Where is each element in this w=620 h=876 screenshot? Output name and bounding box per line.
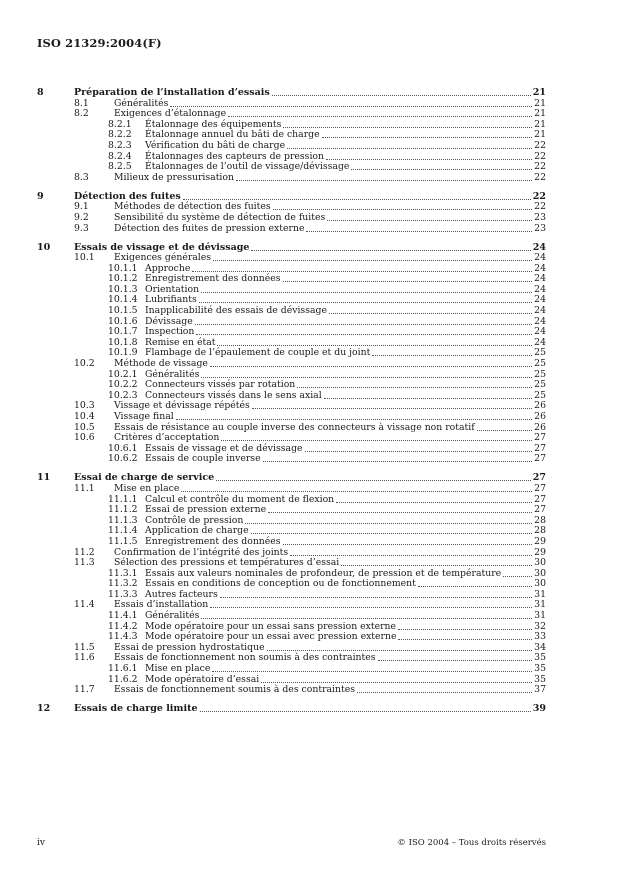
toc-entry-9-3[interactable] (37, 224, 546, 235)
toc-entry-title: Essais de vissage et de dévissage (145, 442, 303, 454)
dot-leader (272, 95, 531, 96)
toc-entry-page: 27 (534, 504, 546, 516)
toc-entry-number: 10.2.2 (108, 379, 138, 391)
toc-entry-page: 26 (534, 411, 546, 422)
toc-entry-page: 22 (534, 150, 546, 162)
toc-entry-number: 12 (37, 703, 51, 715)
dot-leader (372, 355, 532, 356)
toc-entry-title: Flambage de l’épaulement de couple et du joint (145, 347, 371, 359)
dot-leader (251, 533, 532, 534)
toc-entry-page: 24 (534, 252, 546, 264)
dot-leader (200, 711, 531, 712)
dot-leader (212, 671, 532, 672)
toc-entry-number: 11.1.1 (108, 493, 138, 505)
toc-entry-page: 23 (534, 222, 546, 234)
toc-entry-title: Inapplicabilité des essais de dévissage (145, 305, 327, 317)
toc-entry-page: 31 (534, 610, 546, 622)
dot-leader (329, 313, 532, 314)
dot-leader (263, 461, 532, 462)
toc-entry-number: 11.1.5 (108, 535, 138, 547)
toc-entry-number: 11.2 (74, 546, 95, 558)
toc-entry-number: 10.2.1 (108, 368, 138, 380)
toc-entry-page: 24 (534, 315, 546, 327)
dot-leader (217, 345, 532, 346)
dot-leader (341, 565, 532, 566)
toc-entry-title: Orientation (145, 283, 200, 295)
toc-entry-page: 27 (532, 472, 546, 484)
dot-leader (336, 502, 532, 503)
toc-entry-number: 9.2 (74, 211, 89, 223)
toc-entry-title: Étalonnage annuel du bâti de charge (145, 129, 320, 141)
toc-entry-number: 8.2 (74, 108, 89, 120)
toc-entry-page: 27 (534, 432, 546, 444)
toc-entry-title: Étalonnages des capteurs de pression (145, 150, 325, 162)
toc-entry-title: Essais de couple inverse (145, 453, 261, 465)
toc-entry-page: 22 (534, 139, 546, 151)
toc-entry-page: 22 (534, 171, 546, 183)
toc-entry-title: Essai de pression hydrostatique (114, 641, 265, 653)
toc-entry-title: Essais de charge limite (74, 703, 198, 715)
toc-entry-title: Application de charge (145, 525, 249, 537)
dot-leader (261, 682, 532, 683)
toc-entry-number: 11.4.3 (108, 631, 138, 643)
toc-entry-title: Essais en conditions de conception ou de fonctionnement (145, 578, 416, 590)
toc-entry-number: 10.6.2 (108, 453, 138, 465)
toc-entry-page: 24 (534, 283, 546, 295)
toc-entry-number: 9.3 (74, 222, 89, 234)
toc-entry-number: 9 (37, 190, 44, 202)
toc-entry-page: 31 (534, 588, 546, 600)
toc-entry-number: 10.1.7 (108, 326, 138, 338)
toc-entry-number: 10.2.3 (108, 389, 138, 401)
dot-leader (283, 544, 532, 545)
toc-entry-8[interactable] (37, 88, 546, 99)
dot-leader (305, 451, 532, 452)
dot-leader (324, 398, 532, 399)
toc-entry-title: Essai de charge de service (74, 472, 215, 484)
dot-leader (297, 387, 532, 388)
toc-entry-page: 29 (534, 535, 546, 547)
toc-entry-page: 26 (534, 421, 546, 433)
toc-entry-title: Essais de fonctionnement soumis à des contraintes (114, 684, 356, 696)
toc-entry-title: Vissage et dévissage répétés (114, 400, 250, 412)
dot-leader (201, 618, 532, 619)
toc-entry-number: 10.1 (74, 252, 95, 264)
toc-entry-title: Détection des fuites de pression externe (114, 222, 305, 234)
toc-entry-page: 31 (534, 599, 546, 611)
toc-entry-title: Essais de résistance au couple inverse des connecteurs à vissage non rotatif (114, 421, 475, 433)
toc-entry-page: 39 (532, 703, 546, 715)
toc-entry-title: Détection des fuites (74, 190, 181, 202)
toc-entry-number: 11.1.4 (108, 525, 138, 537)
toc-entry-number: 10.2 (74, 358, 95, 370)
toc-entry-title: Méthodes de détection des fuites (114, 201, 271, 213)
dot-leader (252, 408, 532, 409)
toc-entry-number: 10.4 (74, 411, 95, 422)
dot-leader (192, 271, 532, 272)
toc-entry-number: 10.3 (74, 400, 95, 412)
toc-entry-number: 11 (37, 472, 51, 484)
document-id: ISO 21329:2004(F) (37, 36, 162, 50)
toc-entry-title: Critères d’acceptation (114, 432, 220, 444)
toc-entry-number: 11.3.2 (108, 578, 138, 590)
toc-entry-number: 8.2.1 (108, 118, 132, 130)
dot-leader (220, 597, 532, 598)
toc-entry-page: 21 (532, 87, 546, 98)
toc-entry-title: Dévissage (145, 315, 193, 327)
dot-leader (418, 586, 532, 587)
toc-entry-title: Milieux de pressurisation (114, 171, 234, 183)
toc-entry-title: Méthode de vissage (114, 358, 208, 370)
toc-entry-page: 24 (534, 336, 546, 348)
toc-entry-title: Autres facteurs (145, 588, 218, 600)
toc-entry-page: 21 (534, 118, 546, 130)
toc-entry-title: Mode opératoire d’essai (145, 673, 260, 685)
toc-entry-title: Inspection (145, 326, 195, 338)
toc-entry-page: 37 (534, 684, 546, 696)
toc-entry-page: 24 (534, 305, 546, 317)
dot-leader (183, 199, 531, 200)
dot-leader (201, 292, 532, 293)
toc-entry-page: 27 (534, 453, 546, 465)
toc-entry-number: 10.5 (74, 421, 95, 433)
toc-entry-number: 11.5 (74, 641, 95, 653)
toc-entry-title: Généralités (114, 97, 169, 109)
toc-entry-title: Mise en place (145, 663, 211, 675)
dot-leader (216, 480, 531, 481)
toc-entry-title: Essai de pression externe (145, 504, 267, 516)
dot-leader (351, 169, 532, 170)
toc-entry-page: 25 (534, 379, 546, 391)
dot-leader (398, 639, 532, 640)
toc-entry-page: 24 (534, 273, 546, 285)
toc-entry-title: Vissage final (114, 411, 174, 422)
toc-entry-page: 24 (534, 326, 546, 338)
toc-entry-8-3[interactable] (37, 173, 546, 184)
toc-entry-title: Mode opératoire pour un essai avec pression externe (145, 631, 397, 643)
dot-leader (199, 302, 532, 303)
toc-entry-page: 33 (534, 631, 546, 643)
dot-leader (210, 607, 532, 608)
toc-entry-8-2-3[interactable] (37, 141, 546, 152)
toc-entry-page: 25 (534, 358, 546, 370)
toc-entry-number: 10.1.1 (108, 262, 138, 274)
toc-entry-number: 8.1 (74, 97, 89, 109)
toc-entry-page: 30 (534, 578, 546, 590)
toc-entry-title: Enregistrement des données (145, 273, 281, 285)
dot-leader (322, 137, 532, 138)
toc-entry-number: 11.6 (74, 652, 95, 664)
dot-leader (287, 148, 532, 149)
toc-entry-title: Essais de vissage et de dévissage (74, 241, 250, 253)
dot-leader (196, 334, 532, 335)
toc-entry-number: 11.4 (74, 599, 95, 611)
toc-entry-page: 28 (534, 525, 546, 537)
dot-leader (245, 523, 532, 524)
toc-entry-page: 28 (534, 514, 546, 526)
toc-entry-number: 10.6 (74, 432, 95, 444)
dot-leader (170, 106, 532, 107)
toc-entry-title: Essais aux valeurs nominales de profondeur, de pression et de température (145, 567, 502, 579)
copyright-notice: © ISO 2004 – Tous droits réservés (397, 838, 546, 848)
toc-entry-number: 8.2.3 (108, 139, 132, 151)
toc-entry-number: 11.1.3 (108, 514, 138, 526)
toc-entry-page: 26 (534, 400, 546, 412)
toc-entry-page: 27 (534, 442, 546, 454)
dot-leader (327, 220, 532, 221)
toc-entry-number: 10.1.9 (108, 347, 138, 359)
toc-entry-number: 11.1 (74, 482, 95, 494)
toc-entry-page: 24 (532, 241, 546, 253)
dot-leader (210, 366, 532, 367)
toc-entry-title: Essais d’installation (114, 599, 209, 611)
toc-entry-page: 25 (534, 368, 546, 380)
toc-entry-title: Exigences d’étalonnage (114, 108, 227, 120)
toc-entry-title: Sensibilité du système de détection de fuites (114, 211, 326, 223)
toc-entry-number: 10.1.4 (108, 294, 138, 306)
toc-entry-10-4[interactable] (37, 412, 546, 423)
toc-entry-title: Préparation de l’installation d’essais (74, 87, 270, 98)
toc-entry-number: 11.6.2 (108, 673, 138, 685)
toc-entry-title: Généralités (145, 610, 200, 622)
toc-entry-number: 10.1.8 (108, 336, 138, 348)
toc-entry-10-6-2[interactable] (37, 454, 546, 465)
toc-entry-page: 22 (534, 161, 546, 173)
toc-entry-number: 11.6.1 (108, 663, 138, 675)
toc-entry-page: 34 (534, 641, 546, 653)
toc-entry-11-1[interactable] (37, 484, 546, 495)
dot-leader (201, 377, 532, 378)
toc-entry-number: 8 (37, 87, 44, 98)
dot-leader (290, 555, 532, 556)
toc-entry-title: Étalonnages de l’outil de vissage/dévissage (145, 161, 350, 173)
toc-entry-number: 8.3 (74, 171, 89, 183)
toc-entry-9-2[interactable] (37, 213, 546, 224)
page-number: iv (37, 838, 45, 848)
dot-leader (195, 324, 532, 325)
toc-entry-title: Généralités (145, 368, 200, 380)
toc-entry-11-1-5[interactable] (37, 537, 546, 548)
toc-entry-title: Connecteurs vissés dans le sens axial (145, 389, 322, 401)
toc-entry-title: Confirmation de l’intégrité des joints (114, 546, 289, 558)
toc-entry-page: 35 (534, 663, 546, 675)
dot-leader (283, 281, 532, 282)
toc-entry-number: 11.3 (74, 557, 95, 569)
toc-entry-page: 35 (534, 652, 546, 664)
toc-entry-page: 27 (534, 482, 546, 494)
toc-entry-number: 10.6.1 (108, 442, 138, 454)
toc-entry-number: 10.1.6 (108, 315, 138, 327)
dot-leader (267, 650, 532, 651)
toc-entry-page: 25 (534, 347, 546, 359)
toc-entry-page: 30 (534, 567, 546, 579)
dot-leader (326, 159, 532, 160)
dot-leader (357, 692, 532, 693)
toc-entry-number: 11.3.1 (108, 567, 138, 579)
dot-leader (268, 512, 532, 513)
toc-entry-number: 8.2.4 (108, 150, 132, 162)
toc-entry-number: 11.3.3 (108, 588, 138, 600)
dot-leader (378, 660, 532, 661)
toc-entry-number: 10.1.5 (108, 305, 138, 317)
toc-entry-page: 23 (534, 211, 546, 223)
toc-entry-title: Mode opératoire pour un essai sans pression externe (145, 620, 397, 632)
toc-entry-page: 29 (534, 546, 546, 558)
toc-entry-page: 30 (534, 557, 546, 569)
toc-entry-title: Contrôle de pression (145, 514, 244, 526)
toc-entry-page: 21 (534, 129, 546, 141)
toc-entry-page: 25 (534, 389, 546, 401)
toc-entry-number: 10.1.3 (108, 283, 138, 295)
toc-entry-title: Connecteurs vissés par rotation (145, 379, 296, 391)
toc-entry-11-7[interactable] (37, 685, 546, 696)
dot-leader (181, 491, 532, 492)
toc-entry-title: Exigences générales (114, 252, 212, 264)
toc-entry-title: Lubrifiants (145, 294, 197, 306)
dot-leader (306, 231, 532, 232)
toc-entry-page: 22 (534, 201, 546, 213)
toc-entry-page: 27 (534, 493, 546, 505)
dot-leader (176, 419, 532, 420)
toc-entry-number: 8.2.5 (108, 161, 132, 173)
table-of-contents (37, 88, 546, 715)
dot-leader (283, 127, 532, 128)
toc-entry-number: 9.1 (74, 201, 89, 213)
dot-leader (221, 440, 532, 441)
dot-leader (273, 209, 532, 210)
dot-leader (213, 260, 532, 261)
toc-entry-page: 22 (532, 190, 546, 202)
toc-entry-page: 32 (534, 620, 546, 632)
dot-leader (503, 576, 532, 577)
toc-entry-number: 11.7 (74, 684, 95, 696)
toc-entry-page: 21 (534, 108, 546, 120)
toc-entry-title: Approche (145, 262, 191, 274)
dot-leader (477, 430, 532, 431)
toc-entry-page: 24 (534, 262, 546, 274)
toc-entry-number: 10 (37, 241, 51, 253)
toc-entry-number: 11.4.1 (108, 610, 138, 622)
dot-leader (236, 180, 532, 181)
toc-entry-title: Enregistrement des données (145, 535, 281, 547)
toc-entry-title: Sélection des pressions et températures d’essai (114, 557, 340, 569)
toc-entry-number: 11.4.2 (108, 620, 138, 632)
toc-entry-title: Vérification du bâti de charge (145, 139, 286, 151)
toc-entry-title: Essais de fonctionnement non soumis à des contraintes (114, 652, 376, 664)
toc-entry-number: 8.2.2 (108, 129, 132, 141)
dot-leader (398, 629, 532, 630)
toc-entry-title: Étalonnage des équipements (145, 118, 282, 130)
toc-entry-number: 11.1.2 (108, 504, 138, 516)
dot-leader (251, 250, 530, 251)
toc-entry-page: 24 (534, 294, 546, 306)
dot-leader (228, 116, 532, 117)
toc-entry-page: 35 (534, 673, 546, 685)
toc-entry-title: Calcul et contrôle du moment de flexion (145, 493, 335, 505)
toc-entry-12[interactable] (37, 704, 546, 715)
toc-entry-title: Mise en place (114, 482, 180, 494)
toc-entry-number: 10.1.2 (108, 273, 138, 285)
toc-entry-page: 21 (534, 97, 546, 109)
toc-entry-title: Remise en état (145, 336, 216, 348)
